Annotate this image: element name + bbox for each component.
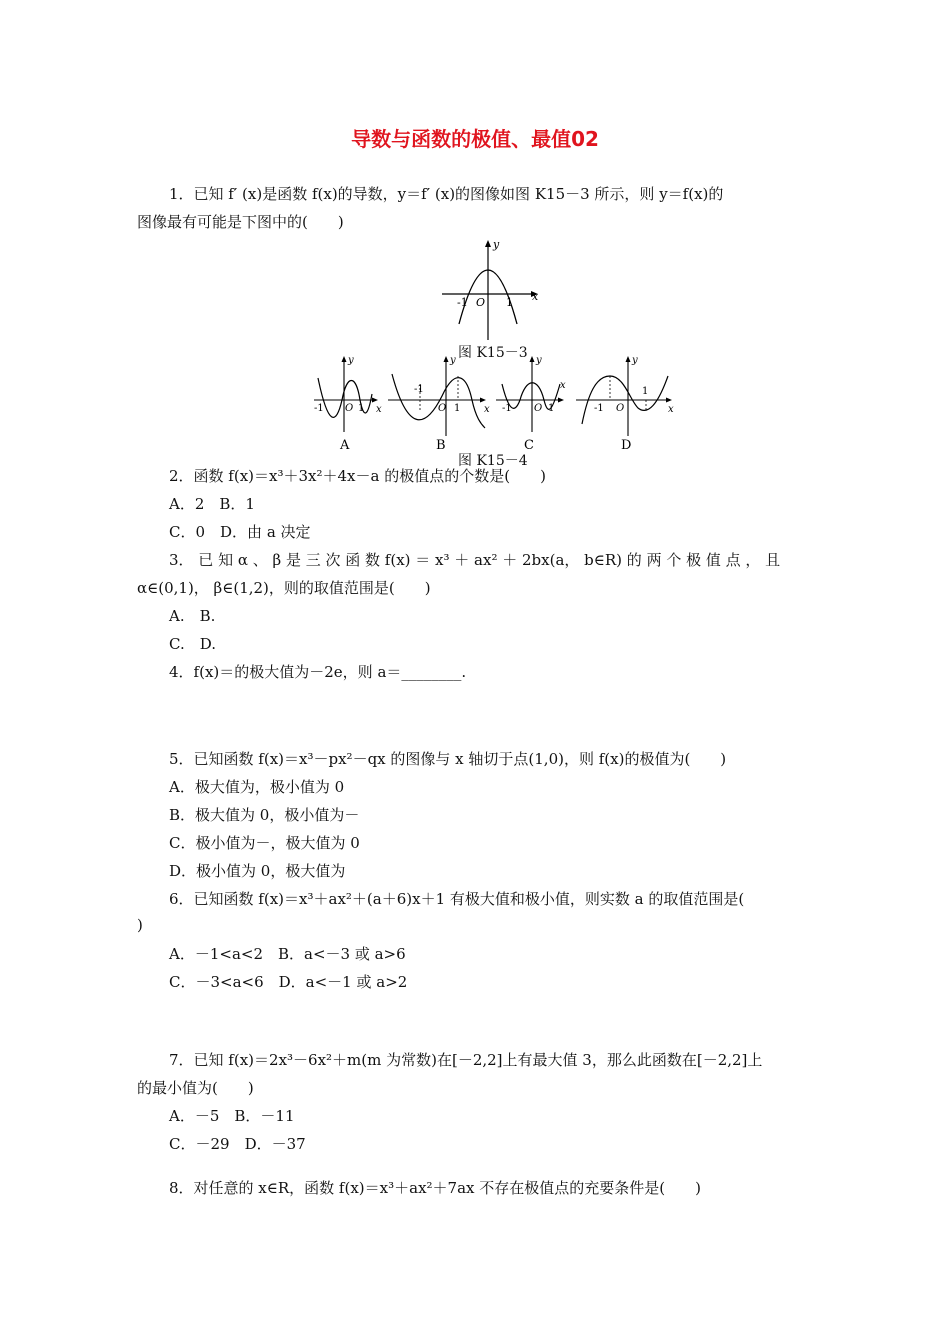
- panel-d-tick-pos: 1: [642, 386, 649, 397]
- panel-a-label: A: [340, 438, 350, 453]
- panel-d-tick-neg: -1: [594, 403, 604, 414]
- q7-stem-line1: 7．已知 f(x)＝2x³－6x²＋m(m 为常数)在[－2,2]上有最大值 3，那么此函数在[－2,2]上: [169, 1051, 763, 1069]
- page-title: 导数与函数的极值、最值02: [351, 127, 599, 151]
- figure-k15-3: [430, 236, 550, 344]
- q7-options-cd: C．－29 D．－37: [169, 1135, 306, 1153]
- fig2-caption: 图 K15－4: [458, 453, 528, 469]
- q5-option-d: D．极小值为 0，极大值为: [169, 862, 346, 880]
- q6-stem-line1: 6．已知函数 f(x)＝x³＋ax²＋(a＋6)x＋1 有极大值和极小值，则实数 a 的取值范围是(: [169, 890, 745, 908]
- fig1-origin-label: O: [476, 296, 486, 309]
- q3-stem-line2: α∈(0,1)， β∈(1,2)，则的取值范围是( ): [137, 579, 431, 597]
- panel-c-label: C: [524, 438, 534, 453]
- panel-b-label: B: [436, 438, 446, 453]
- q2-options-ab: A．2 B．1: [169, 495, 255, 513]
- q7-stem-line2: 的最小值为( ): [137, 1079, 254, 1097]
- panel-d-axis-y: y: [632, 355, 638, 366]
- q2-options-cd: C．0 D．由 a 决定: [169, 523, 311, 541]
- q5-option-c: C．极小值为－，极大值为 0: [169, 834, 360, 852]
- panel-a: [312, 354, 382, 454]
- fig1-axis-y-label: y: [493, 238, 500, 251]
- fig1-axis-x-label: x: [532, 290, 539, 303]
- panel-b-tick-neg: -1: [414, 384, 424, 395]
- panel-c-tick-pos: 1: [548, 403, 555, 414]
- q1-stem-line2: 图像最有可能是下图中的( ): [137, 213, 344, 231]
- q3-options-ab: A. B.: [169, 607, 216, 625]
- panel-b-axis-x: x: [484, 404, 490, 415]
- q5-stem: 5．已知函数 f(x)＝x³－px²－qx 的图像与 x 轴切于点(1,0)，则 f(x)的极值为( ): [169, 750, 727, 768]
- q6-options-cd: C．－3<a<6 D．a<－1 或 a>2: [169, 973, 408, 991]
- panel-c-axis-x: x: [560, 380, 566, 391]
- q5-option-a: A．极大值为，极小值为 0: [169, 778, 345, 796]
- panel-b-origin: O: [438, 403, 447, 414]
- panel-c-tick-neg: -1: [502, 403, 512, 414]
- q7-options-ab: A．－5 B．－11: [169, 1107, 295, 1125]
- q6-stem-line2: ): [137, 916, 143, 934]
- panel-d-label: D: [621, 438, 632, 453]
- fig1-tick-pos: 1: [506, 296, 513, 309]
- panel-a-origin: O: [345, 403, 354, 414]
- q4-stem: 4．f(x)＝的极大值为－2e，则 a＝________.: [169, 663, 467, 681]
- panel-c-origin: O: [534, 403, 543, 414]
- panel-c-axis-y: y: [536, 355, 542, 366]
- panel-a-tick-neg: -1: [314, 403, 324, 414]
- panel-d-axis-x: x: [668, 404, 674, 415]
- panel-b-tick-pos: 1: [454, 403, 461, 414]
- fig1-caption: 图 K15－3: [458, 345, 528, 361]
- panel-a-tick-pos: 1: [358, 403, 365, 414]
- panel-b-axis-y: y: [450, 355, 456, 366]
- panel-d: [574, 354, 680, 454]
- q3-stem-line1: 3． 已 知 α 、 β 是 三 次 函 数 f(x) ＝ x³ ＋ ax² ＋ 2bx(a， b∈R) 的 两 个 极 值 点 ， 且: [169, 551, 781, 569]
- panel-a-axis-x: x: [376, 404, 382, 415]
- q1-stem-line1: 1．已知 f′ (x)是函数 f(x)的导数，y＝f′ (x)的图像如图 K15－3 所示，则 y＝f(x)的: [169, 185, 724, 203]
- q2-stem: 2．函数 f(x)＝x³＋3x²＋4x－a 的极值点的个数是( ): [169, 467, 546, 485]
- q6-options-ab: A．－1<a<2 B．a<－3 或 a>6: [169, 945, 406, 963]
- panel-b: [386, 354, 492, 454]
- panel-a-axis-y: y: [348, 355, 354, 366]
- q5-option-b: B．极大值为 0，极小值为－: [169, 806, 360, 824]
- panel-d-origin: O: [616, 403, 625, 414]
- q3-options-cd: C. D.: [169, 635, 216, 653]
- q8-stem: 8．对任意的 x∈R，函数 f(x)＝x³＋ax²＋7ax 不存在极值点的充要条件是( ): [169, 1179, 701, 1197]
- panel-c: [494, 354, 570, 454]
- fig1-tick-neg: -1: [457, 296, 468, 309]
